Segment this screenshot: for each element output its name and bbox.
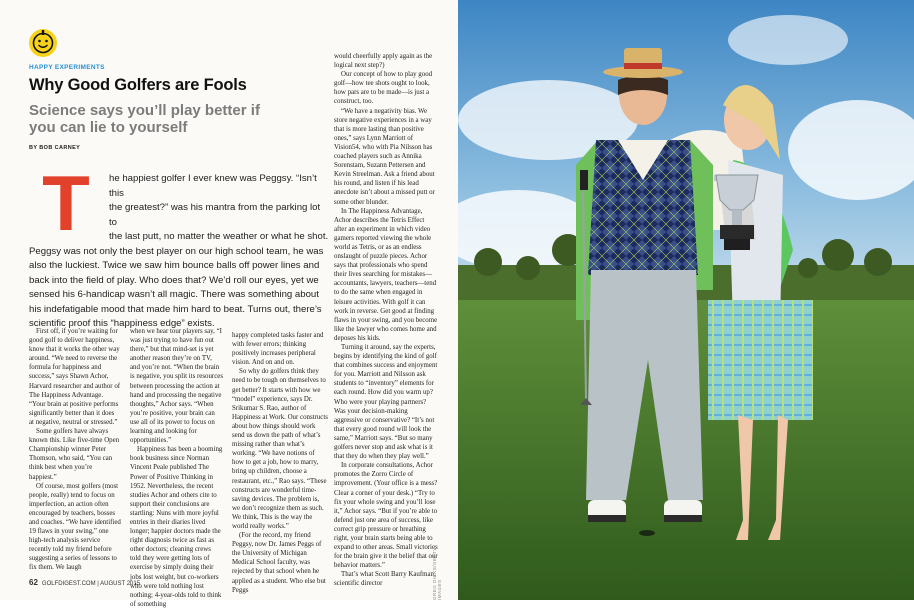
lead-line-3: the last putt, no matter the weather or what he shot. [109,231,329,242]
lead-line-2: the greatest?” was his mantra from the parking lot to [109,202,321,228]
golfers-illustration [458,0,914,600]
paragraph: happy completed tasks faster and with fewer errors; thinking positively increases peripheral vision. And on and on. [232,332,324,367]
lead-paragraph [29,172,329,332]
page-folio [29,578,140,587]
byline: BY BOB CARNEY [29,145,81,151]
paragraph: Turning it around, say the experts, begins by identifying the kind of golf that combines success and enjoyment for you. Marriott and Nilsson ask students to “inventory” elements for each round. How did you warm up? Who were your playing partners? Was your decision-making aggressive or conservative? “It’s not that every good round will look the same,” Marriott says. “But so many golfers never stop and ask what is it that they do when they play well.” [334,344,438,461]
svg-text:T: T [42,172,90,234]
paragraph: That’s what Scott Barry Kaufman, scientific director [334,571,436,588]
lead-rest: Peggsy was not only the best player on our high school team, he was also the luckiest. Twice we saw him bounce balls off power lines and back into the field of play. Who does that? We’d roll our eyes, yet we sensed his 6-handicap wasn’t all magic. There was something about his indefatigable mood that made him hard to beat. Turns out, there’s scientific proof this “happiness edge” exists. [29,245,324,329]
body-column-3 [232,331,328,595]
happy-experiments-logo-icon [28,28,58,58]
body-column-1 [29,327,121,573]
dek: Science says you’ll play better if you can lie to yourself [29,102,260,136]
folio-text: GOLFDIGEST.COM | AUGUST 2015 [41,581,141,587]
paragraph: Happiness has been a booming book business since Norman Vincent Peale published The Power of Positive Thinking in 1952. Nevertheless, the recent studies Achor and others cite to support their conclusions are startling: Nuns with more joyful entries in their diaries lived longer; happier doctors made the right diagnosis twice as fast as other doctors; cleaning crews told they were getting lots of exercise by simply doing their jobs lost weight, but co-workers who were told nothing lost nothing; 4-year-olds told to think of something [130,446,223,608]
lead-line-1: he happiest golfer I ever knew was Peggsy. “Isn’t this [109,173,317,199]
paragraph: Some golfers have always known this. Like five-time Open Championship winner Peter Thomson, who said, “You can think best when you’re happiest.” [29,428,120,481]
paragraph: First off, if you’re waiting for good golf to deliver happiness, know that it works the other way around. “We need to reverse the formula for happiness and success,” says Shawn Achor, Harvard researcher and author of The Happiness Advantage. “Your brain at positive performs significantly better than it does at negative, neutral or stressed.” [29,328,121,426]
paragraph: Of course, most golfers (most people, really) tend to focus on imperfection, an action often encouraged by teachers, bosses and coaches. “We have identified 19 flaws in your swing,” one high-tech analysis service recently told my friend before suggesting a series of lessons to fix them. We laugh [29,482,121,572]
paragraph: (For the record, my friend Peggsy, now Dr. James Peggs of the University of Michigan Medical School faculty, was rejected by that school when he applied as a student. Who else but Peggs [232,532,326,594]
section-kicker: HAPPY EXPERIMENTS [29,64,105,71]
photo-credit: GREG DICKS/GETTY IMAGES [432,547,442,600]
paragraph: when we hear tour players say, “I was just trying to have fun out there,” but that mind-set is yet another reason they’re on TV, and you’re not. “When the brain is negative, you split its resources between processing the action at hand and processing the negative thoughts,” Achor says. “When you’re positive, your brain can use all of its power to focus on learning and looking for opportunities.” [130,328,224,445]
headline: Why Good Golfers are Fools [29,76,247,94]
paragraph: So why do golfers think they need to be tough on themselves to get better? It starts with how we “model” experience, says Dr. Srikumar S. Rao, author of Happiness at Work. Our constructs about how things should work send us down the path of what’s missing rather than what’s working. “We have notions of how to get a job, how to marry, bring up children, choose a restaurant, etc.,” Rao says. “These constructs are wonderful time-saving devices. The problem is, we don’t recognize them as such. We think, This is the way the world really works.” [232,368,328,530]
paragraph: Our concept of how to play good golf—how tee shots ought to look, how pars are to be made—is just a construct, too. [334,71,433,106]
page-number: 62 [29,578,38,587]
paragraph: In The Happiness Advantage, Achor describes the Tetris Effect after an experiment in which video gamers reported viewing the whole world as Tetris, or as an endless onslaught of puzzle pieces. Achor says that professionals who spend their lives searching for mistakes—accountants, lawyers, teachers—tend to do the same when engaged in leisure activities. With golf it can work in reverse. Get good at finding flaws in your swing, and you become like the lawyer who comes home and deposes his kids. [334,207,438,342]
golfers-photo [458,0,914,600]
paragraph: In corporate consultations, Achor promotes the Zorro Circle of improvement. (Your office is a mess? Clear a corner of your desk.) “Try to fix your whole swing and you’ll lose it,” Achor says. “But if you’re able to defend just one area of success, like correct grip pressure or breathing right, your brain starts being able to expand to other areas. Small victories for the brain give it the belief that our behavior matters.” [334,462,438,570]
paragraph: would cheerfully apply again as the logical next step?) [334,53,433,70]
body-column-2 [130,327,223,609]
paragraph: “We have a negativity bias. We store negative experiences in a way that is more lasting than positive ones,” says Lynn Marriott of Vision54, who with Pia Nilsson has coached players such as Annika Sorenstam, Suzann Pettersen and Kevin Streelman. Ask a friend about his round, and listen if his lead anecdote isn’t about a missed putt or some other blunder. [334,107,435,206]
body-column-4 [334,52,438,589]
